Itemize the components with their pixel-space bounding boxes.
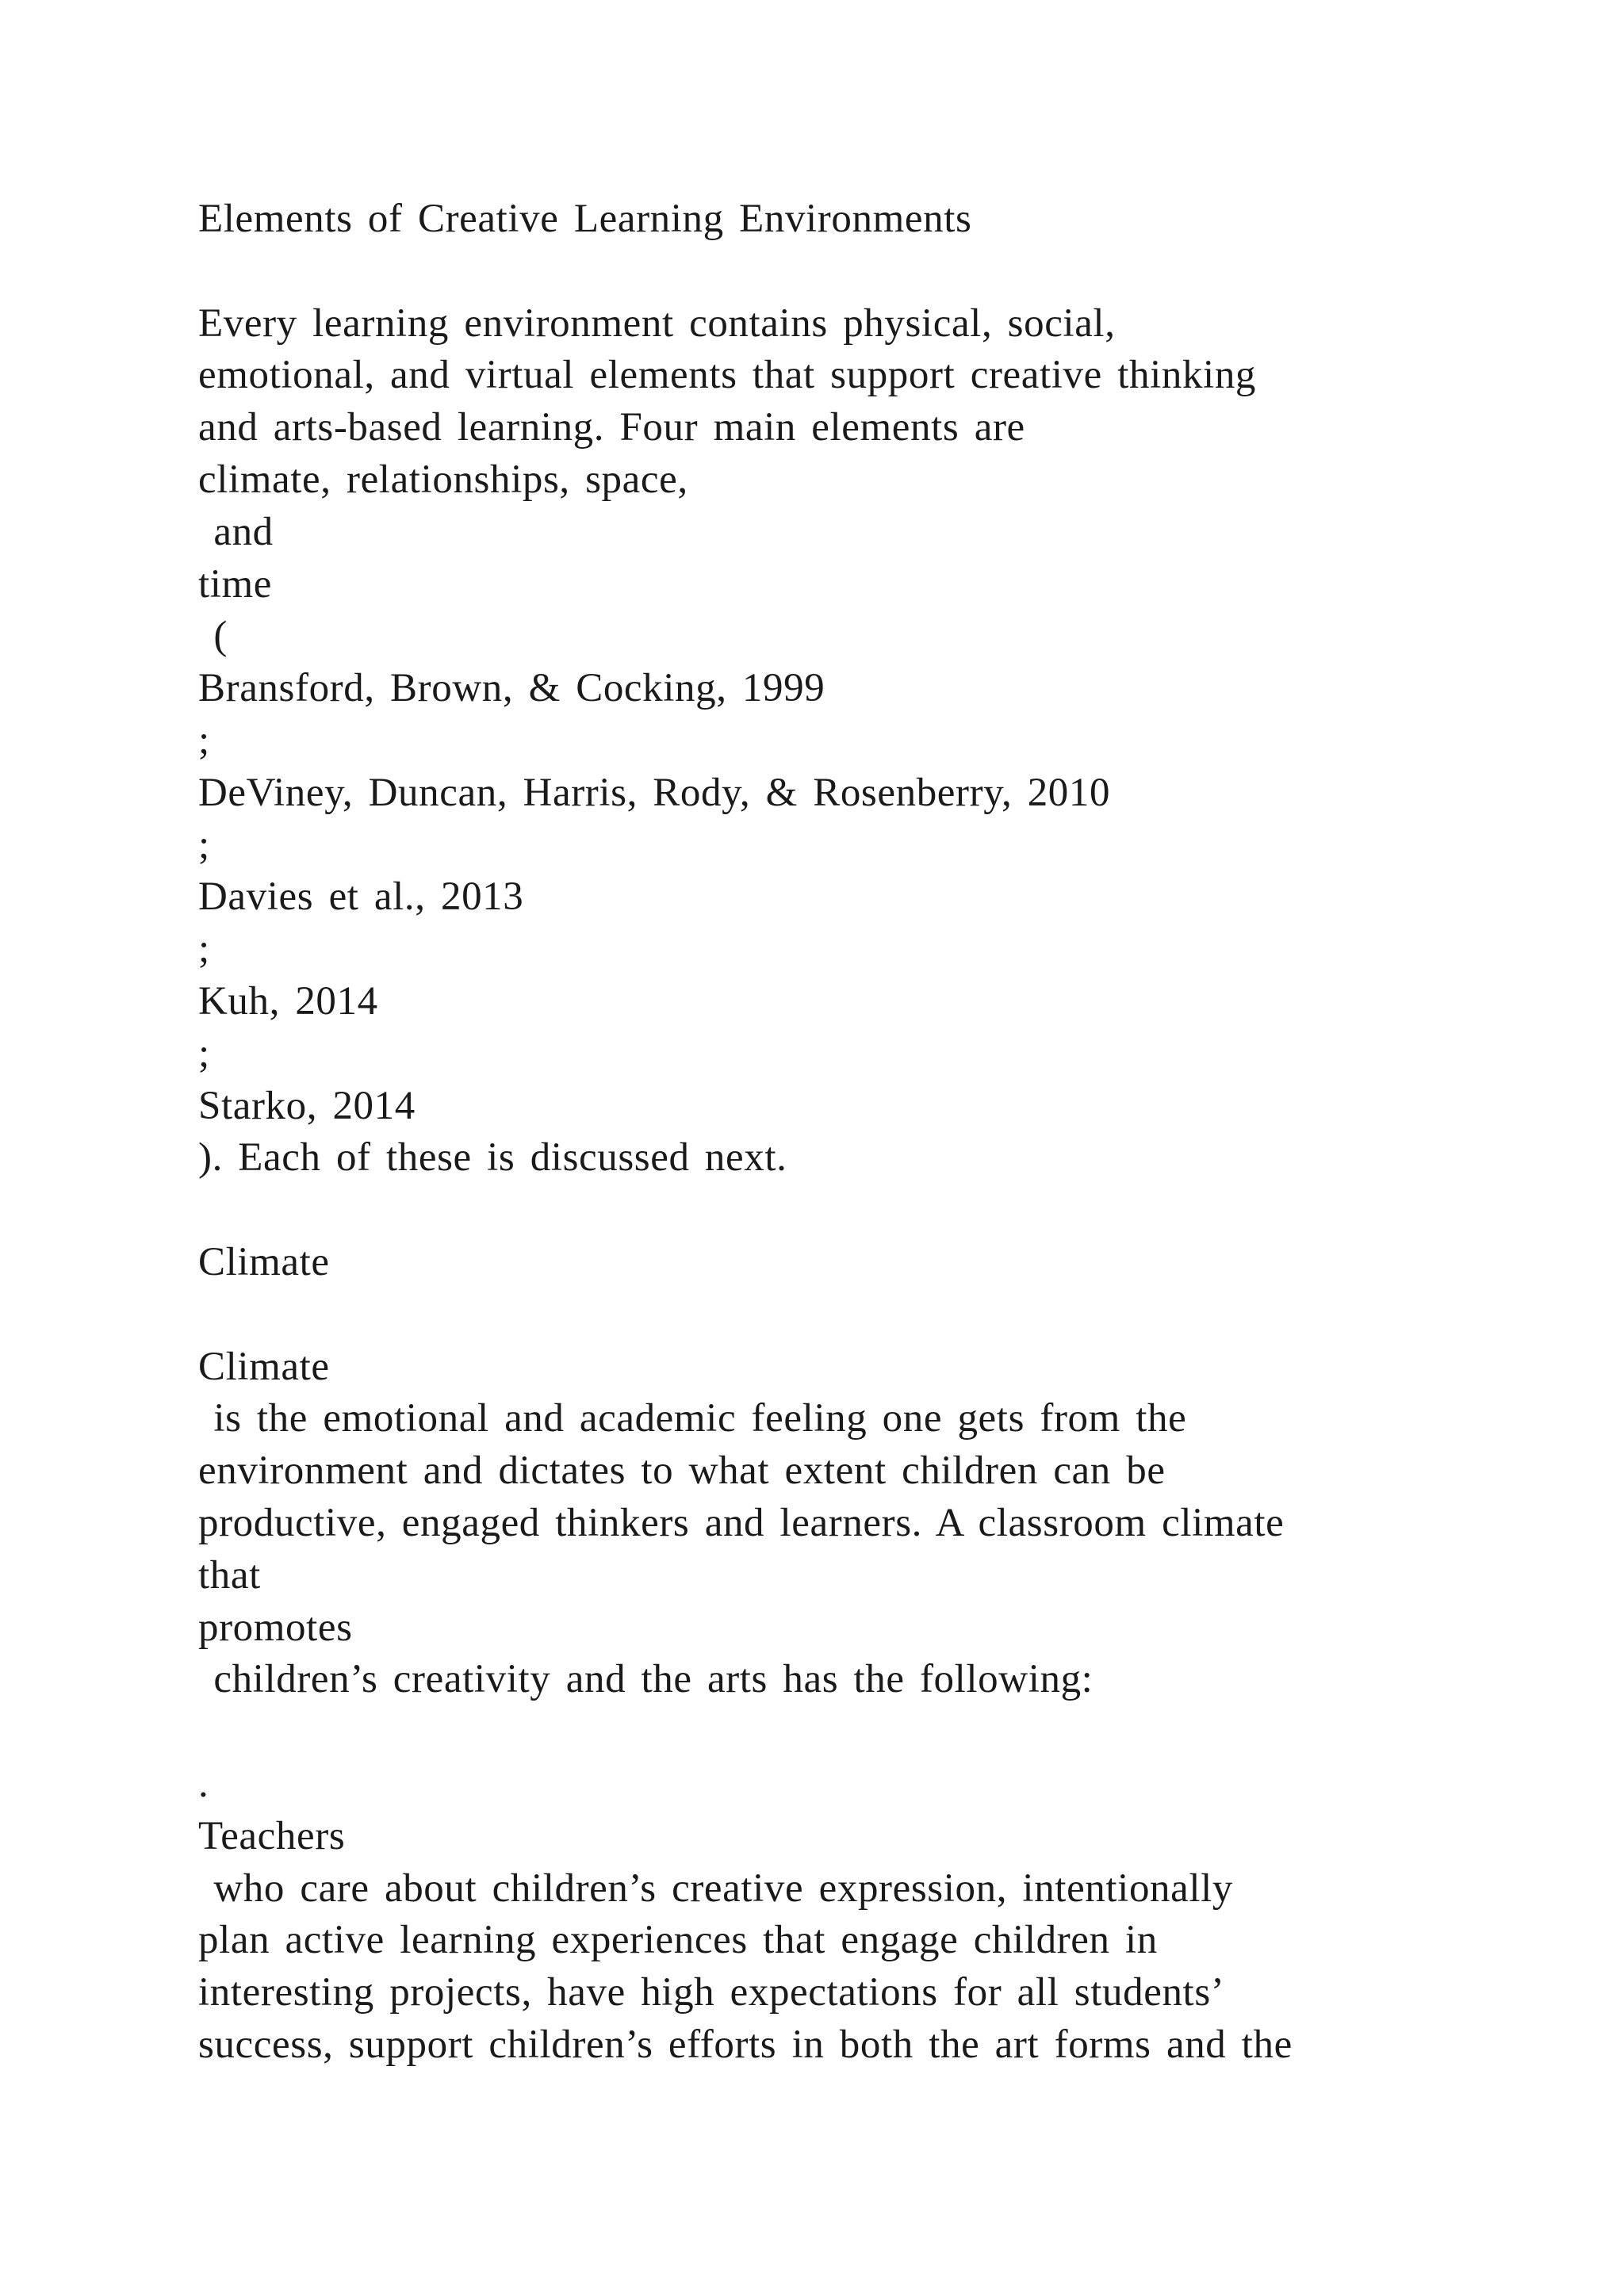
- citation-line: Starko, 2014: [198, 1083, 416, 1128]
- text-line: is the emotional and academic feeling one gets from the: [198, 1396, 1187, 1441]
- text-line: and arts-based learning. Four main elements are: [198, 405, 1025, 450]
- document-body: [198, 193, 1546, 2072]
- text-line: success, support children’s efforts in both the art forms and the: [198, 2022, 1293, 2067]
- text-line: plan active learning experiences that engage children in: [198, 1918, 1158, 1963]
- text-line: ;: [198, 1031, 210, 1076]
- text-line: promotes: [198, 1605, 353, 1650]
- text-line: time: [198, 561, 273, 607]
- citation-line: DeViney, Duncan, Harris, Rody, & Rosenberry, 2010: [198, 770, 1111, 815]
- blank-line: [198, 1289, 1546, 1341]
- text-line: that: [198, 1552, 261, 1598]
- section-heading: Climate: [198, 1239, 330, 1284]
- text-line: who care about children’s creative expression, intentionally: [198, 1866, 1234, 1911]
- text-line: Every learning environment contains physical, social,: [198, 300, 1116, 346]
- text-line: environment and dictates to what extent children can be: [198, 1448, 1166, 1494]
- text-line: ). Each of these is discussed next.: [198, 1135, 787, 1181]
- citation-line: Davies et al., 2013: [198, 874, 524, 920]
- text-line: productive, engaged thinkers and learners. A classroom climate: [198, 1500, 1285, 1545]
- text-line: Teachers: [198, 1813, 346, 1858]
- text-line: emotional, and virtual elements that support creative thinking: [198, 353, 1257, 398]
- list-bullet: .: [198, 1761, 209, 1806]
- document-title: Elements of Creative Learning Environments: [198, 197, 972, 241]
- blank-line: [198, 1706, 1546, 1758]
- citation-line: Bransford, Brown, & Cocking, 1999: [198, 666, 825, 711]
- text-line: ;: [198, 927, 210, 972]
- blank-line: [198, 1184, 1546, 1237]
- text-line: Climate: [198, 1344, 330, 1389]
- citation-line: Kuh, 2014: [198, 978, 378, 1024]
- text-line: interesting projects, have high expectations for all students’: [198, 1970, 1225, 2015]
- text-line: (: [198, 614, 228, 659]
- blank-line: [198, 246, 1546, 298]
- text-line: ;: [198, 718, 210, 763]
- text-line: climate, relationships, space,: [198, 457, 688, 502]
- text-line: children’s creativity and the arts has the following:: [198, 1657, 1094, 1702]
- text-line: ;: [198, 822, 210, 867]
- text-line: and: [198, 509, 274, 554]
